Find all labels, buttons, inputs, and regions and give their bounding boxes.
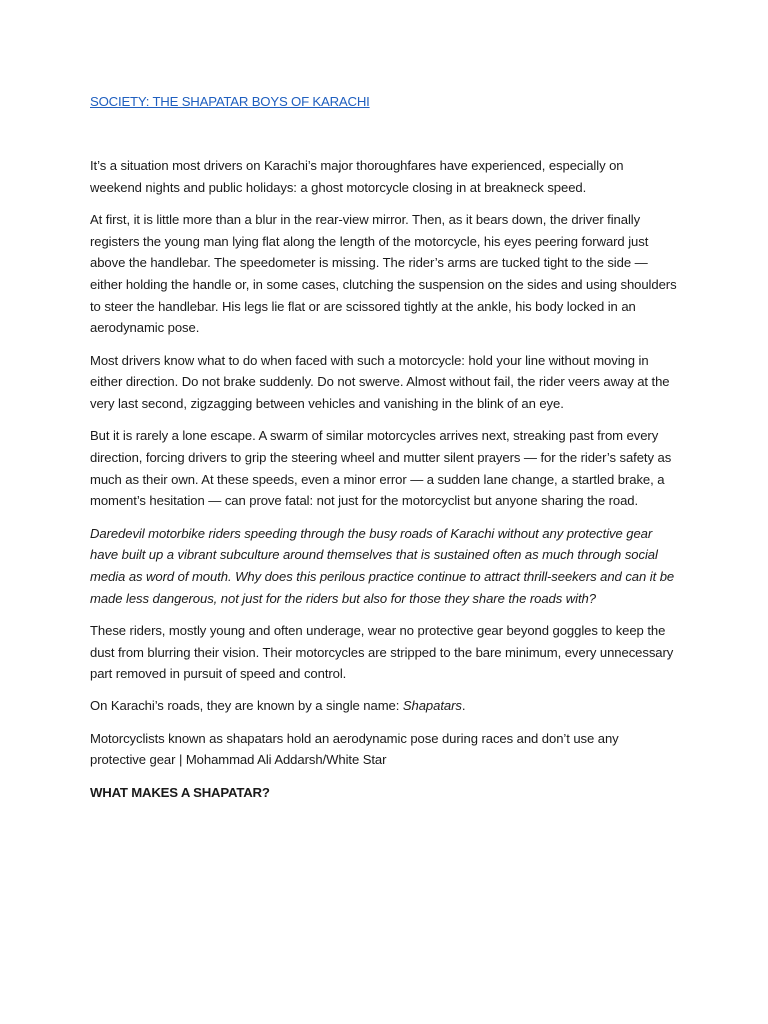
paragraph-name-suffix: . [461, 698, 466, 714]
paragraph-blur: At first, it is little more than a blur in the rear-view mirror. Then, as it bears down, the driver finally registers the young man lying flat along the length of the motorcycle, his eyes peering forward just above the handlebar. The speedometer is missing. The rider’s arms are tucked tight to the side — either holding the handle or, in some cases, clutching the suspension on the sides and using shoulders to steer the handlebar. His legs lie flat or are scissored tightly at the ankle, his body locked in an aerodynamic pose. [90, 211, 677, 336]
paragraph-swarm: But it is rarely a lone escape. A swarm of similar motorcycles arrives next, streaking past from every direction, forcing drivers to grip the steering wheel and mutter silent prayers — for the rider’s safety as much as their own. At these speeds, even a minor error — a sudden lane change, a startled brake, a moment’s hesitation — can prove fatal: not just for the motorcyclist but anyone sharing the road. [90, 428, 672, 509]
section-heading: WHAT MAKES A SHAPATAR? [90, 784, 270, 800]
paragraph-standfirst: Daredevil motorbike riders speeding through the busy roads of Karachi without any protective gear have built up a vibrant subculture around themselves that is sustained often as much through social media as word of mouth. Why does this perilous practice continue to attract thrill-seekers and can it be made less dangerous, not just for the riders but also for those they share the roads with? [90, 525, 675, 606]
shapatars-emphasis: Shapatars [402, 698, 462, 714]
paragraph-riders: These riders, mostly young and often underage, wear no protective gear beyond goggles to keep the dust from blurring their vision. Their motorcycles are stripped to the bare minimum, every unnecessary part removed in pursuit of speed and control. [90, 622, 674, 682]
photo-caption: Motorcyclists known as shapatars hold an aerodynamic pose during races and don’t use any protective gear | Mohammad Ali Addarsh/White Star [90, 730, 619, 768]
article-title-link[interactable]: SOCIETY: THE SHAPATAR BOYS OF KARACHI [90, 94, 370, 109]
paragraph-intro: It’s a situation most drivers on Karachi’s major thoroughfares have experienced, especially on weekend nights and public holidays: a ghost motorcycle closing in at breakneck speed. [90, 158, 624, 195]
article-body [90, 155, 678, 803]
paragraph-name [90, 695, 678, 717]
paragraph-drivers: Most drivers know what to do when faced with such a motorcycle: hold your line without moving in either direction. Do not brake suddenly. Do not swerve. Almost without fail, the rider veers away at the very last second, zigzagging between vehicles and vanishing in the blink of an eye. [90, 352, 670, 412]
paragraph-name-prefix: On Karachi’s roads, they are known by a single name: [90, 698, 403, 714]
document-page [90, 92, 678, 803]
